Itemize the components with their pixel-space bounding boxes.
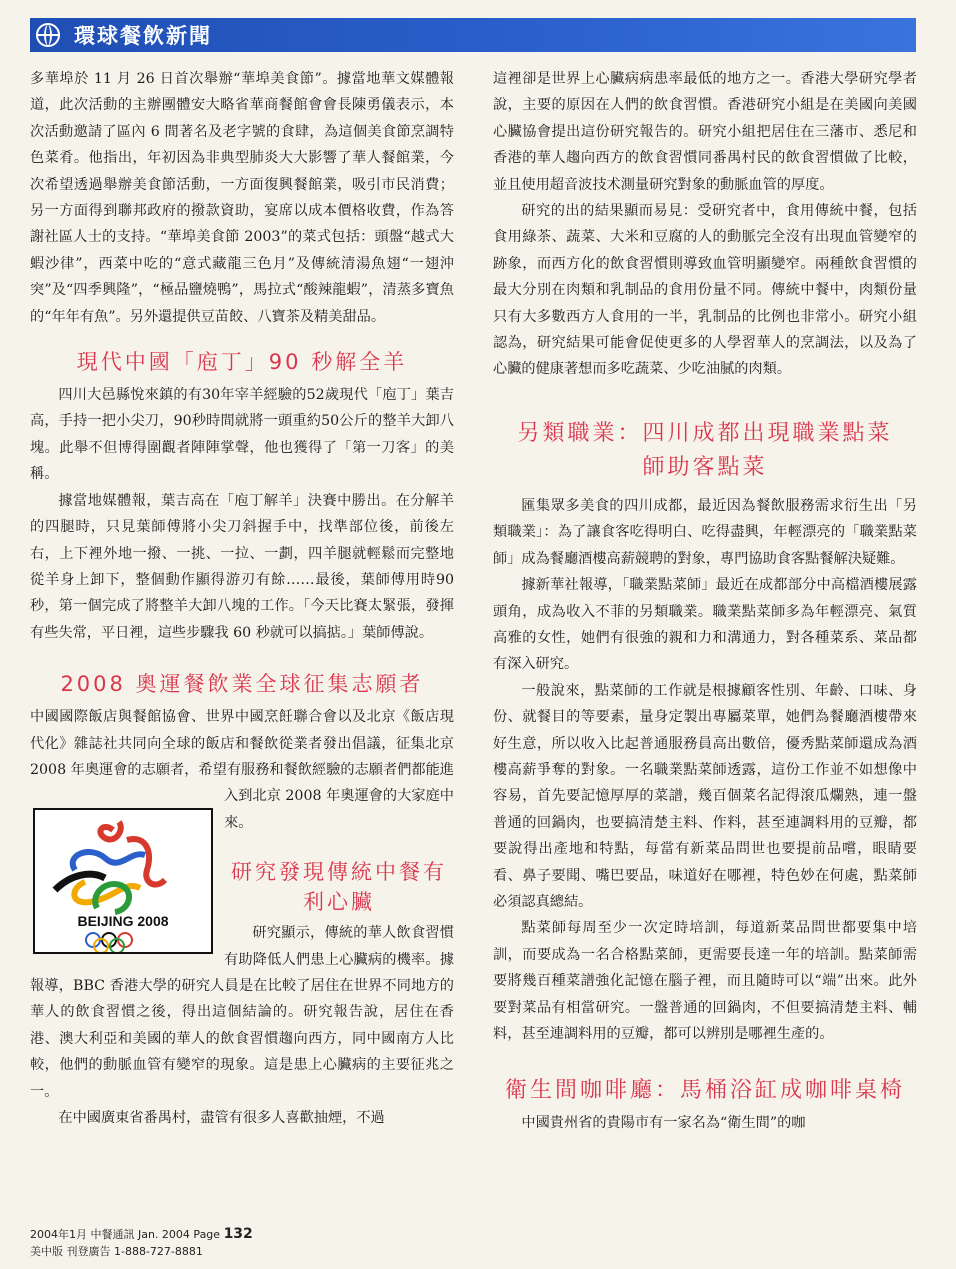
beijing-2008-emblem	[35, 810, 211, 952]
section-title: 環球餐飲新聞	[74, 24, 212, 48]
left-column	[30, 66, 454, 1131]
article-title-paoding: 現代中國「庖丁」90 秒解全羊	[76, 350, 408, 375]
footer-ad-line: 美中版 刊登廣告 1-888-727-8881	[30, 1245, 203, 1258]
beijing-2008-logo	[33, 808, 213, 954]
title-line-1: 另類職業：四川成都出現職業點菜	[517, 420, 893, 446]
article-paragraph: 四川大邑縣悅來鎮的有30年宰羊經驗的52歲現代「庖丁」葉吉高，手持一把小尖刀，90秒時間就將一頭重約50公斤的整羊大卸八塊。此舉不但博得圍觀者陣陣掌聲，他也獲得了「第一刀客」的美稱。	[30, 387, 454, 483]
article-paragraph: 一般說來，點菜師的工作就是根據顧客性別、年齡、口味、身份、就餐目的等要素，量身定製出專屬菜單，她們為餐廳酒樓帶來好生意，所以收入比起普通服務員高出數倍，優秀點菜師還成為酒樓高薪爭奪的對象。一名職業點菜師透露，這份工作並不如想像中容易，首先要記憶厚厚的菜譜，幾百個菜名記得滾瓜爛熟，連一盤普通的回鍋肉，也要搞清楚主料、作料，甚至連調料用的豆瓣，都要說得出產地和特點，每當有新菜品問世也要提前品嚐，眼睛要看、鼻子要聞、嘴巴要品，味道好在哪裡，特色妙在何處，點菜師必須認真總結。	[493, 682, 917, 910]
footer-issue-line	[30, 1226, 253, 1242]
right-column	[493, 66, 917, 1137]
article-paragraph: 據新華社報導，「職業點菜師」最近在成都部分中高檔酒樓展露頭角，成為收入不菲的另類職業。職業點菜師多為年輕漂亮、氣質高雅的女性，她們有很強的親和力和溝通力，對各種菜系、菜品都有深入研究。	[493, 577, 917, 673]
article-title-toilet-cafe: 衛生間咖啡廳：馬桶浴缸成咖啡桌椅	[504, 1078, 905, 1104]
page-number: 132	[223, 1226, 253, 1242]
article-title-menu-advisor	[493, 417, 917, 485]
globe-icon	[36, 23, 60, 47]
article-paragraph: 據當地媒體報，葉吉高在「庖丁解羊」決賽中勝出。在分解羊的四腿時，只見葉師傅將小尖刀斜握手中，找準部位後，前後左右，上下裡外地一撥、一挑、一拉、一劃，四羊腿就輕鬆而完整地從羊身上卸下，整個動作顯得游刃有餘……最後，葉師傅用時90秒，第一個完成了將整羊大卸八塊的工作。「今天比賽太緊張，發揮有些失常，平日裡，這些步驟我 60 秒就可以搞掂。」葉師傅說。	[30, 492, 454, 641]
section-header	[30, 18, 916, 52]
title-line-2: 師助客點菜	[642, 454, 768, 480]
article-paragraph: 研究的出的結果顯而易見：受研究者中，食用傳統中餐，包括食用綠茶、蔬菜、大米和豆腐的人的動脈完全沒有出現血管變窄的跡象，而西方化的飲食習慣則導致血管明顯變窄。兩種飲食習慣的最大分別在肉類和乳制品的食用份量不同。傳統中餐中，肉類份量只有大多數西方人食用的一半，乳制品的比例也非常小。研究小組認為，研究結果可能會促使更多的人學習華人的烹調法，以及為了心臟的健康著想而多吃蔬菜、少吃油膩的肉類。	[493, 203, 917, 378]
article-paragraph: 中國國際飯店與餐館協會、世界中國烹飪聯合會以及北京《飯店現代化》雜誌社共同向全球的飯店和餐飲從業者發出倡議，征集北京 2008 年奧運會的志願者，希望有服務和餐飲經驗的志願者們都能進入到北京 2008 年奧運會的大家庭中來。	[30, 709, 454, 831]
logo-text: BEIJING 2008	[77, 913, 169, 929]
article-paragraph: 在中國廣東省番禺村，盡管有很多人喜歡抽煙，不過	[58, 1110, 385, 1126]
article-title-olympics: 2008 奧運餐飲業全球征集志願者	[60, 672, 424, 697]
article-paragraph: 中國貴州省的貴陽市有一家名為“衛生間”的咖	[521, 1115, 806, 1132]
intro-paragraph: 多華埠於 11 月 26 日首次舉辦“華埠美食節”。據當地華文媒體報道，此次活動的主辦團體安大略省華商餐館會會長陳勇儀表示，本次活動邀請了區內 6 間著名及老字號的食肆，為這個美食節烹調特色菜肴。他指出，年初因為非典型肺炎大大影響了華人餐館業，今次希望透過舉辦美食節活動，一方面復興餐館業，吸引市民消費；另一方面得到聯邦政府的撥款資助，宴席以成本價格收費，作為答謝社區人士的支持。“華埠美食節 2003”的菜式包括：頭盤“越式大蝦沙律”，西菜中吃的“意式藏龍三色月”及傳統清湯魚翅“一翅沖突”及“四季興隆”，“極品鹽燒鴨”，馬拉式“酸辣龍蝦”，清蒸多寶魚的“年年有魚”。另外還提供豆苗餃、八寶茶及精美甜品。	[30, 71, 454, 325]
article-paragraph: 匯集眾多美食的四川成都，最近因為餐飲服務需求衍生出「另類職業」：為了讓食客吃得明白、吃得盡興，年輕漂亮的「職業點菜師」成為餐廳酒樓高薪競聘的對象，專門協助食客點餐解決疑難。	[493, 497, 917, 567]
article-paragraph: 點菜師每周至少一次定時培訓，每道新菜品問世都要集中培訓，而要成為一名合格點菜師，更需要長達一年的培訓。點菜師需要將幾百種菜譜強化記憶在腦子裡，而且隨時可以“端”出來。此外要對菜品有相當研究。一盤普通的回鍋肉，不但要搞清楚主料、輔料，甚至連調料用的豆瓣，都可以辨別是哪裡生產的。	[493, 920, 917, 1042]
article-paragraph: 這裡卻是世界上心臟病病患率最低的地方之一。香港大學研究學者說，主要的原因在人們的飲食習慣。香港研究小組是在美國向美國心臟協會提出這份研究報告的。研究小組把居住在三藩市、悉尼和香港的華人趨向西方的飲食習慣同番禺村民的飲食習慣做了比較，並且使用超音波技术測量研究對象的動脈血管的厚度。	[493, 71, 917, 193]
footer-issue: 2004年1月 中餐通訊 Jan. 2004 Page	[30, 1228, 221, 1241]
article-title-heart-study: 研究發現傳統中餐有利心臟	[231, 860, 447, 915]
article-paragraph: 研究顯示，傳統的華人飲食習慣有助降低人們患上心臟病的機率。據報導，BBC 香港大學的研究人員是在比較了居住在世界不同地方的華人的飲食習慣之後，得出這個結論的。研究報告說，居住在香港、澳大利亞和美國的華人的飲食習慣趨向西方，同中國南方人比較，他們的動脈血管有變窄的現象。這是患上心臟病的主要征兆之一。	[30, 925, 454, 1100]
